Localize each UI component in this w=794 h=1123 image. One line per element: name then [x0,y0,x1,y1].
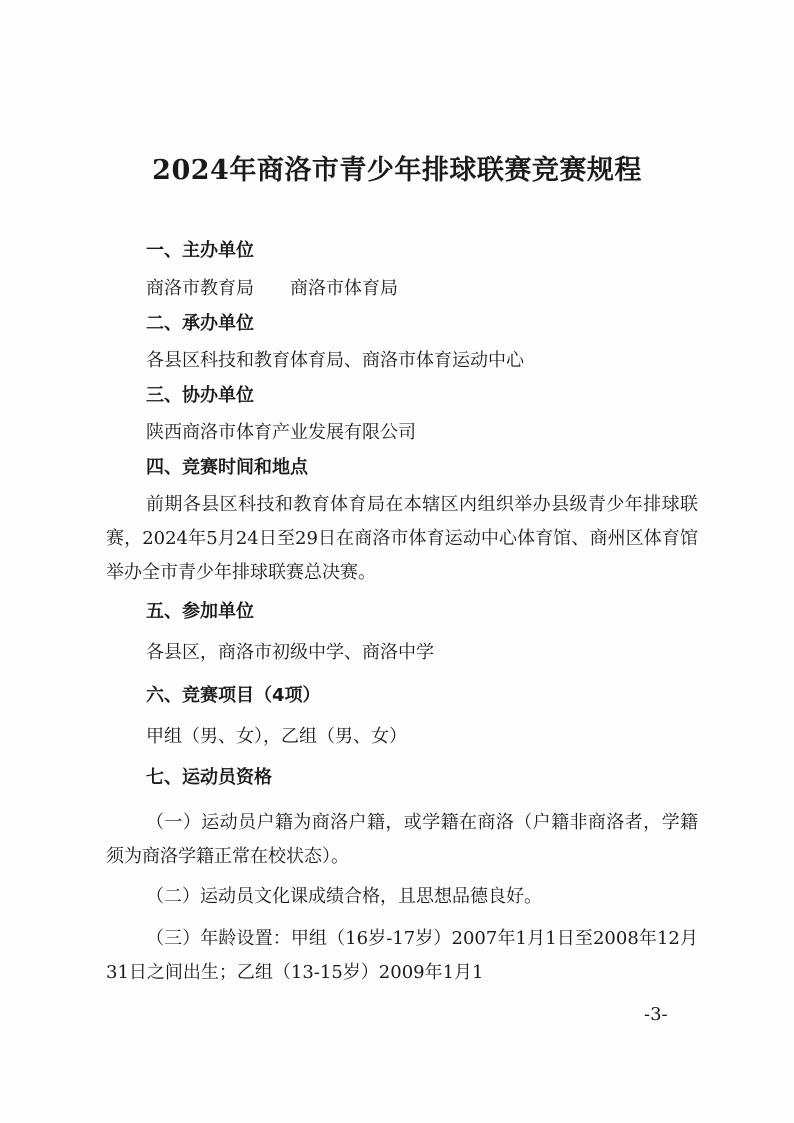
section-heading: 二、承办单位 [146,313,254,334]
section-heading: 五、参加单位 [146,601,254,622]
section-paragraph: 商洛市教育局 商洛市体育局 [146,278,398,299]
section-paragraph: 各县区，商洛市初级中学、商洛中学 [146,642,434,663]
section-paragraph: 甲组（男、女），乙组（男、女） [146,726,407,747]
section-paragraph: 前期各县区科技和教育体育局在本辖区内组织举办县级青少年排球联赛，2024年5月24日至29日在商洛市体育运动中心体育馆、商州区体育馆举办全市青少年排球联赛总决赛。 [106,494,698,583]
section-paragraph: （二）运动员文化课成绩合格，且思想品德良好。 [146,886,542,907]
document-body [106,228,698,990]
section-heading: 一、主办单位 [146,240,254,261]
section-paragraph: （一）运动员户籍为商洛户籍，或学籍在商洛（户籍非商洛者，学籍须为商洛学籍正常在校状态）。 [106,812,698,867]
document-title: 2024年商洛市青少年排球联赛竞赛规程 [152,155,642,186]
section-paragraph: （三）年龄设置：甲组（16岁-17岁）2007年1月1日至2008年12月31日之间出生；乙组（13-15岁）2009年1月1 [106,928,698,983]
section-heading: 七、运动员资格 [146,767,272,788]
page-number: -3- [644,1004,668,1025]
section-paragraph: 陕西商洛市体育产业发展有限公司 [146,422,416,443]
section-heading: 四、竞赛时间和地点 [146,457,308,478]
section-paragraph: 各县区科技和教育体育局、商洛市体育运动中心 [146,350,524,371]
section-heading: 三、协办单位 [146,385,254,406]
section-heading: 六、竞赛项目（4项） [146,685,321,706]
